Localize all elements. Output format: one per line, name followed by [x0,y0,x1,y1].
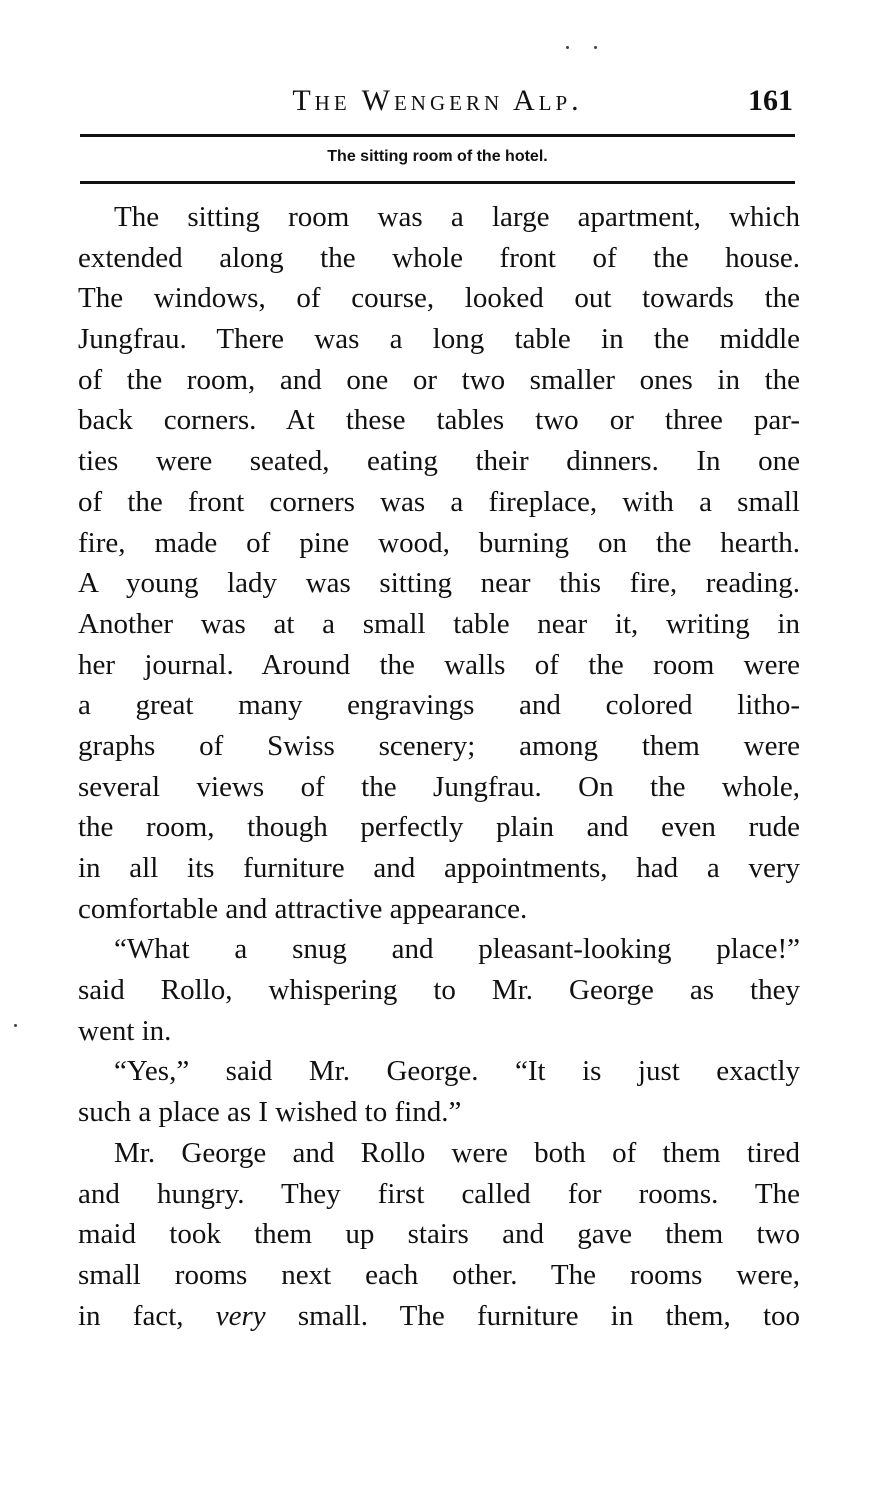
text-line: comfortable and attractive appearance. [78,892,528,925]
text-line: graphs of Swiss scenery; among them were [78,729,800,762]
emphasis: very [215,1299,266,1332]
text-line: in all its furniture and appointments, had a very [78,852,800,884]
text-line: Another was at a small table near it, writing in [78,607,800,640]
text-line: of the room, and one or two smaller ones in the [78,363,800,396]
text-line: maid took them up stairs and gave them two [78,1218,800,1251]
text-line: “What a snug and pleasant-looking place!” [114,933,800,966]
text-line: fire, made of pine wood, burning on the hearth. [78,526,800,559]
print-speck [14,1024,17,1027]
text-line: A young lady was sitting near this fire, reading. [78,567,800,600]
running-title: The Wengern Alp. [292,84,583,117]
text-line: in fact, very small. The furniture in them, too [78,1299,800,1332]
text-line: back corners. At these tables two or three par- [78,404,800,437]
section-heading: The sitting room of the hotel. [327,148,548,165]
text-line: said Rollo, whispering to Mr. George as they [78,974,800,1007]
text-line: The windows, of course, looked out towards the [78,282,800,315]
text-line: ties were seated, eating their dinners. In one [78,445,800,478]
text-line: went in. [78,1014,172,1047]
text-line: The sitting room was a large apartment, which [114,201,800,233]
print-speck [566,46,569,49]
text-line: such a place as I wished to find.” [78,1096,462,1129]
text-line: small rooms next each other. The rooms were, [78,1258,800,1291]
text-line: a great many engravings and colored litho- [78,689,800,722]
page-header [80,82,795,122]
text-line: the room, though perfectly plain and even rude [78,811,800,844]
text-line: Mr. George and Rollo were both of them tired [114,1136,800,1169]
page-number: 161 [748,84,793,117]
top-rule [80,134,795,137]
text-line: extended along the whole front of the house. [78,241,800,274]
text-line: several views of the Jungfrau. On the whole, [78,770,800,803]
bottom-rule [80,181,795,184]
text-line: “Yes,” said Mr. George. “It is just exactly [114,1055,800,1088]
body-text [78,197,800,1336]
text-line: her journal. Around the walls of the room were [78,648,800,681]
text-line: and hungry. They first called for rooms. The [78,1177,800,1210]
text-line: Jungfrau. There was a long table in the middle [78,323,800,356]
print-speck [594,46,597,49]
text-line: of the front corners was a fireplace, with a small [78,485,800,518]
